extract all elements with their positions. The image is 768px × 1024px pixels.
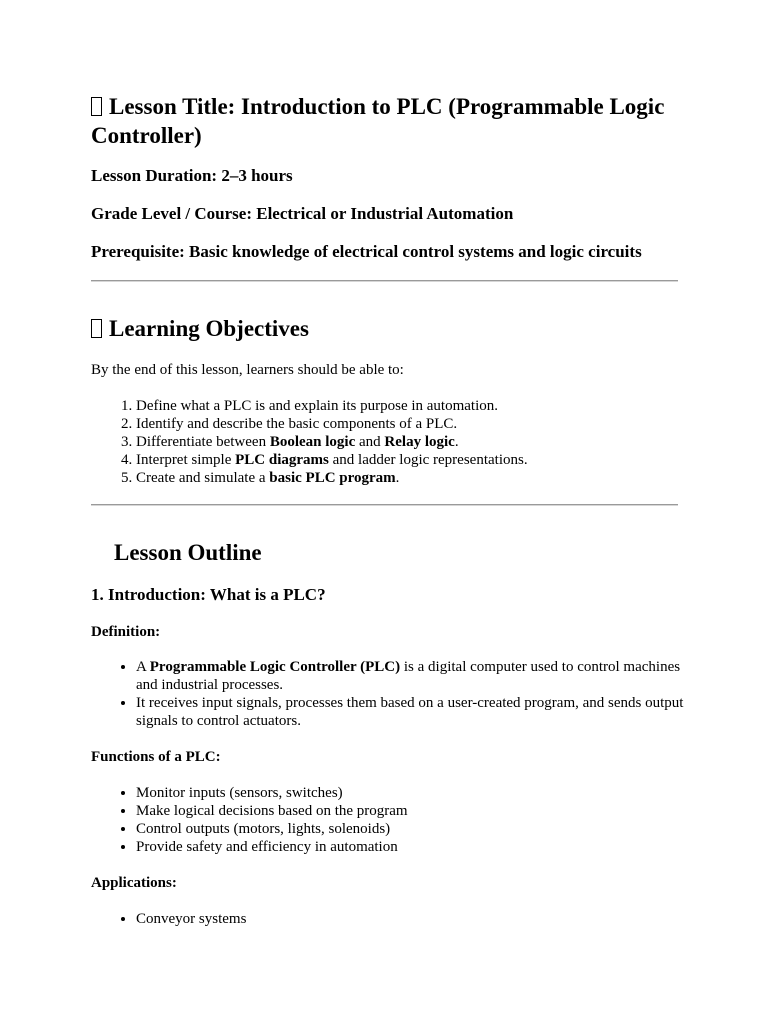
list-item: • Provide safety and efficiency in automation: [136, 838, 696, 856]
list-item: • Control outputs (motors, lights, solenoids): [136, 820, 696, 838]
missing-glyph-icon: [91, 319, 102, 338]
list-item: 3. Differentiate between Boolean logic and Relay logic.: [136, 433, 696, 451]
lesson-title-text: Lesson Title: Introduction to PLC (Programmable Logic Controller): [91, 94, 665, 148]
objectives-heading-text: Learning Objectives: [109, 316, 309, 341]
missing-glyph-icon: [91, 97, 102, 116]
horizontal-divider: [91, 280, 678, 282]
objectives-intro: By the end of this lesson, learners should be able to:: [91, 362, 404, 378]
lesson-duration: Lesson Duration: 2–3 hours: [91, 166, 293, 185]
functions-label: Functions of a PLC:: [91, 749, 221, 765]
list-item: 4. Interpret simple PLC diagrams and ladder logic representations.: [136, 451, 696, 469]
outline-heading: Lesson Outline: [114, 540, 262, 565]
applications-label: Applications:: [91, 875, 177, 891]
list-item: • A Programmable Logic Controller (PLC) is a digital computer used to control machines and industrial processes.: [136, 658, 696, 694]
objectives-list: [91, 397, 696, 487]
grade-level: Grade Level / Course: Electrical or Industrial Automation: [91, 204, 514, 223]
list-item: 1. Define what a PLC is and explain its purpose in automation.: [136, 397, 696, 415]
objectives-heading: [91, 315, 309, 343]
section-heading: 1. Introduction: What is a PLC?: [91, 585, 326, 604]
list-item: • Monitor inputs (sensors, switches): [136, 784, 696, 802]
definition-list: [91, 658, 696, 730]
lesson-title: [91, 92, 691, 150]
list-item: • It receives input signals, processes them based on a user-created program, and sends output signals to control actuators.: [136, 694, 696, 730]
list-item: 5. Create and simulate a basic PLC program.: [136, 469, 696, 487]
prerequisite: Prerequisite: Basic knowledge of electrical control systems and logic circuits: [91, 242, 642, 261]
list-item: • Make logical decisions based on the program: [136, 802, 696, 820]
list-item: 2. Identify and describe the basic components of a PLC.: [136, 415, 696, 433]
applications-list: [91, 910, 696, 928]
horizontal-divider: [91, 504, 678, 506]
list-item: • Conveyor systems: [136, 910, 696, 928]
definition-label: Definition:: [91, 624, 161, 640]
functions-list: [91, 784, 696, 856]
